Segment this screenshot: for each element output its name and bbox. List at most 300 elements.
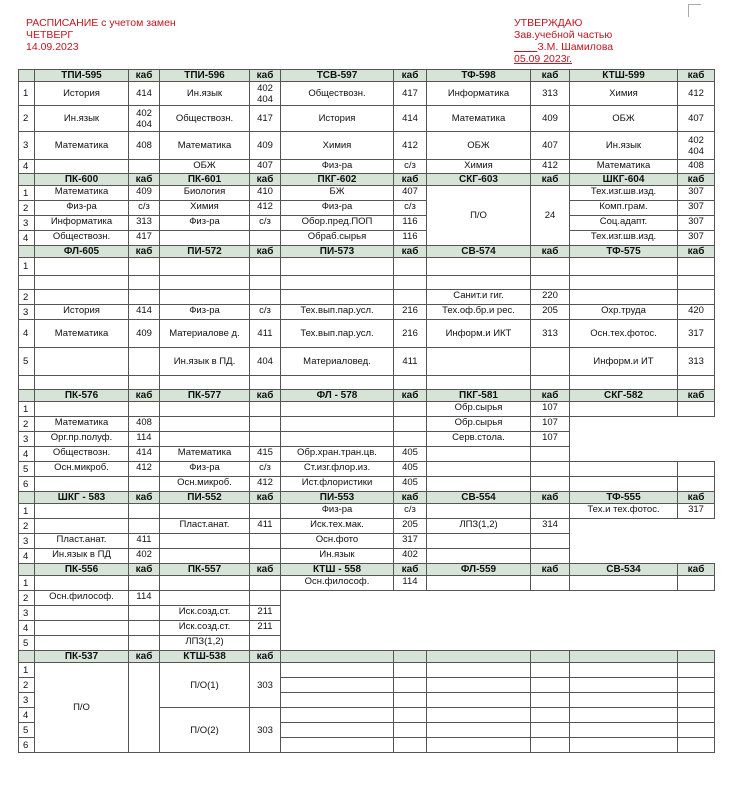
room-cell: 317 [678, 320, 715, 348]
schedule-table [18, 69, 715, 753]
table-row [19, 663, 715, 678]
room-cell [678, 276, 715, 290]
room-cell: каб [129, 492, 160, 504]
room-cell: с/з [394, 201, 427, 216]
subject-cell: ПК-576 [35, 390, 129, 402]
room-cell: 205 [394, 519, 427, 534]
room-cell: каб [531, 492, 570, 504]
table-row [19, 417, 715, 432]
subject-cell: ОБЖ [160, 160, 250, 174]
room-cell: с/з [250, 216, 281, 231]
room-cell [394, 417, 427, 432]
room-cell [531, 447, 570, 462]
room-cell [394, 258, 427, 276]
room-cell: 317 [394, 534, 427, 549]
subject-cell: ПК-537 [35, 651, 129, 663]
empty-cell [678, 678, 715, 693]
subject-cell: Физ-ра [281, 201, 394, 216]
subject-cell: Пласт.анат. [35, 534, 129, 549]
subject-cell: Осн.тех.фотос. [570, 320, 678, 348]
subject-cell [570, 258, 678, 276]
subject-cell [35, 621, 129, 636]
room-cell: 220 [531, 290, 570, 305]
room-cell: 407 [250, 160, 281, 174]
room-cell [678, 477, 715, 492]
subject-cell: КТШ-538 [160, 651, 250, 663]
room-cell: 216 [394, 305, 427, 320]
lesson-number [19, 492, 35, 504]
merged-cell: П/О [35, 663, 129, 753]
empty-cell [531, 723, 570, 738]
room-cell: каб [129, 564, 160, 576]
room-cell: каб [394, 390, 427, 402]
room-cell [129, 160, 160, 174]
room-cell: 414 [129, 82, 160, 106]
subject-cell: Ст.изг.флор.из. [281, 462, 394, 477]
subject-cell: Тех.оф.бр.и рес. [427, 305, 531, 320]
table-row [19, 348, 715, 376]
room-cell [531, 549, 570, 564]
subject-cell: Материалове д. [160, 320, 250, 348]
empty-cell [570, 708, 678, 723]
table-row [19, 216, 715, 231]
room-cell: 405 [394, 477, 427, 492]
subject-cell: Комп.грам. [570, 201, 678, 216]
subject-cell: Обществозн. [35, 231, 129, 246]
room-cell [129, 621, 160, 636]
subject-cell [35, 477, 129, 492]
empty-cell [281, 738, 394, 753]
subject-cell [281, 376, 394, 390]
subject-cell: ТПИ-595 [35, 70, 129, 82]
lesson-number: 1 [19, 186, 35, 201]
subject-cell: ОБЖ [570, 106, 678, 132]
merged-cell: П/О(1) [160, 663, 250, 708]
room-cell: 107 [531, 417, 570, 432]
subject-cell [35, 276, 129, 290]
group-header-row [19, 564, 715, 576]
empty-cell [678, 693, 715, 708]
empty-cell [394, 693, 427, 708]
room-cell: каб [531, 174, 570, 186]
room-cell: каб [678, 70, 715, 82]
empty-cell [281, 678, 394, 693]
table-row [19, 477, 715, 492]
subject-cell: Иск.созд.ст. [160, 621, 250, 636]
subject-cell: Математика [160, 447, 250, 462]
room-cell: каб [394, 492, 427, 504]
subject-cell: Тех.изг.шв.изд. [570, 231, 678, 246]
subject-cell [570, 402, 678, 417]
room-cell [129, 276, 160, 290]
group-header-row [19, 70, 715, 82]
room-cell: 405 [394, 447, 427, 462]
room-cell [678, 376, 715, 390]
subject-cell: Обр.хран.тран.цв. [281, 447, 394, 462]
subject-cell: ТФ-575 [570, 246, 678, 258]
lesson-number: 1 [19, 504, 35, 519]
room-cell [250, 276, 281, 290]
subject-cell: ПИ-553 [281, 492, 394, 504]
subject-cell: Тех.вып.пар.усл. [281, 305, 394, 320]
room-cell: 411 [394, 348, 427, 376]
room-cell: 409 [129, 186, 160, 201]
subject-cell [281, 402, 394, 417]
header-right [514, 17, 613, 65]
approve-date: 05.09 2023г. [514, 53, 573, 65]
merged-cell: П/О [427, 186, 531, 246]
subject-cell [35, 290, 129, 305]
subject-cell [427, 549, 531, 564]
room-cell: каб [394, 174, 427, 186]
table-row [19, 591, 715, 606]
subject-cell [160, 276, 250, 290]
lesson-number: 2 [19, 519, 35, 534]
lesson-number: 2 [19, 678, 35, 693]
subject-cell: ПИ-552 [160, 492, 250, 504]
empty-cell [678, 708, 715, 723]
subject-cell [427, 376, 531, 390]
room-cell [129, 258, 160, 276]
subject-cell [281, 258, 394, 276]
page-corner-mark [688, 4, 701, 17]
room-cell [394, 290, 427, 305]
room-cell: 415 [250, 447, 281, 462]
room-cell: 205 [531, 305, 570, 320]
subject-cell [570, 276, 678, 290]
subject-cell: ПКГ-581 [427, 390, 531, 402]
room-cell: 412 [250, 477, 281, 492]
subject-cell: ЛПЗ(1,2) [160, 636, 250, 651]
subject-cell: ПК-557 [160, 564, 250, 576]
room-cell: каб [394, 70, 427, 82]
merged-cell: П/О(2) [160, 708, 250, 753]
room-cell: каб [250, 174, 281, 186]
subject-cell [160, 534, 250, 549]
subject-cell [35, 376, 129, 390]
lesson-number: 5 [19, 723, 35, 738]
room-cell: с/з [250, 462, 281, 477]
subject-cell: ТПИ-596 [160, 70, 250, 82]
subject-cell [427, 504, 531, 519]
subject-cell [570, 462, 678, 477]
subject-cell [427, 477, 531, 492]
table-row [19, 106, 715, 132]
lesson-number: 1 [19, 402, 35, 417]
room-cell: 409 [531, 106, 570, 132]
subject-cell: ПКГ-602 [281, 174, 394, 186]
room-cell [531, 477, 570, 492]
header-title: РАСПИСАНИЕ с учетом замен [26, 17, 176, 29]
room-cell [129, 606, 160, 621]
room-cell [129, 519, 160, 534]
lesson-number: 1 [19, 663, 35, 678]
lesson-number: 4 [19, 160, 35, 174]
room-cell: 410 [250, 186, 281, 201]
room-cell: каб [250, 390, 281, 402]
lesson-number: 1 [19, 258, 35, 276]
room-cell: 314 [531, 519, 570, 534]
lesson-number: 3 [19, 534, 35, 549]
subject-cell: КТШ - 558 [281, 564, 394, 576]
room-cell [531, 462, 570, 477]
group-header-row [19, 492, 715, 504]
empty-cell [531, 678, 570, 693]
lesson-number [19, 70, 35, 82]
room-cell [531, 258, 570, 276]
subject-cell [427, 258, 531, 276]
room-cell [250, 636, 281, 651]
subject-cell [427, 576, 531, 591]
subject-cell: Иск.тех.мак. [281, 519, 394, 534]
subject-cell: ФЛ - 578 [281, 390, 394, 402]
subject-cell: Химия [160, 201, 250, 216]
table-row [19, 320, 715, 348]
room-cell [394, 432, 427, 447]
empty-cell [570, 663, 678, 678]
empty-cell [281, 723, 394, 738]
subject-cell [427, 348, 531, 376]
subject-cell: Пласт.анат. [160, 519, 250, 534]
room-cell: 307 [678, 186, 715, 201]
room-cell [250, 591, 281, 606]
empty-cell [570, 738, 678, 753]
subject-cell: Тех.изг.шв.изд. [570, 186, 678, 201]
room-cell: 211 [250, 606, 281, 621]
subject-cell: Химия [427, 160, 531, 174]
header-date: 14.09.2023 [26, 41, 79, 53]
room-cell [678, 576, 715, 591]
subject-cell: Информ.и ИТ [570, 348, 678, 376]
room-cell [250, 290, 281, 305]
room-cell: 405 [394, 462, 427, 477]
approve-name: З.М. Шамилова [537, 41, 614, 53]
room-cell: каб [250, 492, 281, 504]
room-cell [129, 663, 160, 753]
subject-cell: Математика [35, 186, 129, 201]
room-cell: 404 [250, 348, 281, 376]
table-row [19, 549, 715, 564]
table-row [19, 534, 715, 549]
room-cell [250, 231, 281, 246]
room-cell: каб [394, 564, 427, 576]
lesson-number: 4 [19, 320, 35, 348]
table-row [19, 201, 715, 216]
group-header-row [19, 651, 715, 663]
lesson-number: 2 [19, 106, 35, 132]
empty-cell [570, 693, 678, 708]
lesson-number: 4 [19, 549, 35, 564]
lesson-number: 3 [19, 432, 35, 447]
lesson-number [19, 174, 35, 186]
subject-cell [281, 651, 394, 663]
table-row [19, 519, 715, 534]
table-row [19, 606, 715, 621]
room-cell: каб [531, 246, 570, 258]
subject-cell: ФЛ-605 [35, 246, 129, 258]
room-cell: каб [531, 390, 570, 402]
room-cell [250, 504, 281, 519]
lesson-number: 3 [19, 693, 35, 708]
empty-cell [427, 708, 531, 723]
room-cell [129, 636, 160, 651]
subject-cell [427, 651, 531, 663]
lesson-number: 5 [19, 636, 35, 651]
empty-cell [570, 678, 678, 693]
room-cell: 407 [678, 106, 715, 132]
lesson-number: 5 [19, 462, 35, 477]
room-cell: 307 [678, 201, 715, 216]
room-cell [129, 402, 160, 417]
approve-role: Зав.учебной частью [514, 29, 613, 41]
subject-cell: СВ-574 [427, 246, 531, 258]
subject-cell: ФЛ-559 [427, 564, 531, 576]
subject-cell [570, 376, 678, 390]
room-cell [394, 376, 427, 390]
subject-cell: Обр.сырья [427, 402, 531, 417]
room-cell [531, 376, 570, 390]
subject-cell: Математика [35, 320, 129, 348]
subject-cell [160, 402, 250, 417]
subject-cell: Осн.фото [281, 534, 394, 549]
lesson-number: 3 [19, 216, 35, 231]
subject-cell: Информатика [427, 82, 531, 106]
room-cell: 402 404 [250, 82, 281, 106]
room-cell: каб [531, 70, 570, 82]
room-cell [394, 651, 427, 663]
room-cell: 408 [678, 160, 715, 174]
subject-cell: Орг.пр.полуф. [35, 432, 129, 447]
empty-cell [678, 663, 715, 678]
subject-cell: КТШ-599 [570, 70, 678, 82]
room-cell: каб [250, 651, 281, 663]
room-cell: каб [531, 564, 570, 576]
subject-cell [281, 290, 394, 305]
subject-cell [281, 276, 394, 290]
table-row [19, 82, 715, 106]
subject-cell: Осн.микроб. [160, 477, 250, 492]
empty-cell [281, 693, 394, 708]
room-cell: 313 [678, 348, 715, 376]
room-cell: 417 [250, 106, 281, 132]
table-row [19, 447, 715, 462]
room-cell: 412 [678, 82, 715, 106]
lesson-number [19, 390, 35, 402]
room-cell [250, 576, 281, 591]
lesson-number: 4 [19, 231, 35, 246]
empty-cell [427, 738, 531, 753]
room-cell: 211 [250, 621, 281, 636]
lesson-number: 6 [19, 477, 35, 492]
subject-cell [570, 477, 678, 492]
empty-cell [678, 738, 715, 753]
table-row [19, 636, 715, 651]
room-cell: 412 [250, 201, 281, 216]
subject-cell: Математика [427, 106, 531, 132]
table-row [19, 132, 715, 160]
subject-cell [427, 447, 531, 462]
subject-cell: ПК-601 [160, 174, 250, 186]
room-cell: 407 [394, 186, 427, 201]
subject-cell [570, 290, 678, 305]
subject-cell [427, 276, 531, 290]
subject-cell: Информатика [35, 216, 129, 231]
room-cell [678, 462, 715, 477]
subject-cell: Информ.и ИКТ [427, 320, 531, 348]
subject-cell: ПИ-573 [281, 246, 394, 258]
empty-cell [531, 663, 570, 678]
lesson-number: 3 [19, 132, 35, 160]
room-cell [250, 417, 281, 432]
subject-cell: Обр.сырья [427, 417, 531, 432]
room-cell: каб [129, 651, 160, 663]
subject-cell: Химия [281, 132, 394, 160]
table-row [19, 276, 715, 290]
subject-cell: Физ-ра [35, 201, 129, 216]
table-row [19, 186, 715, 201]
empty-cell [531, 708, 570, 723]
room-cell: каб [129, 174, 160, 186]
room-cell [250, 432, 281, 447]
room-cell: каб [250, 246, 281, 258]
lesson-number: 2 [19, 417, 35, 432]
room-cell [531, 651, 570, 663]
header-left [26, 17, 176, 53]
lesson-number [19, 246, 35, 258]
lesson-number: 2 [19, 591, 35, 606]
subject-cell: Ин.язык в ПД [35, 549, 129, 564]
empty-cell [427, 723, 531, 738]
room-cell: каб [394, 246, 427, 258]
subject-cell: История [35, 82, 129, 106]
subject-cell [160, 231, 250, 246]
room-cell [129, 504, 160, 519]
room-cell: 411 [250, 320, 281, 348]
room-cell [678, 258, 715, 276]
subject-cell: Серв.стола. [427, 432, 531, 447]
room-cell: 114 [129, 591, 160, 606]
subject-cell: Ин.язык [35, 106, 129, 132]
room-cell: 114 [129, 432, 160, 447]
empty-cell [394, 678, 427, 693]
subject-cell: ТФ-555 [570, 492, 678, 504]
subject-cell: Тех.вып.пар.усл. [281, 320, 394, 348]
subject-cell [160, 591, 250, 606]
table-row [19, 621, 715, 636]
lesson-number: 3 [19, 305, 35, 320]
subject-cell: Физ-ра [281, 504, 394, 519]
subject-cell: Осн.философ. [281, 576, 394, 591]
room-cell: 114 [394, 576, 427, 591]
subject-cell: Обществозн. [281, 82, 394, 106]
subject-cell [35, 504, 129, 519]
subject-cell [160, 576, 250, 591]
room-cell: 414 [129, 305, 160, 320]
lesson-number [19, 276, 35, 290]
room-cell: 408 [129, 417, 160, 432]
empty-cell [394, 738, 427, 753]
room-cell: каб [250, 564, 281, 576]
room-cell [531, 534, 570, 549]
subject-cell: Математика [160, 132, 250, 160]
empty-cell [570, 723, 678, 738]
empty-cell [394, 663, 427, 678]
empty-cell [427, 663, 531, 678]
subject-cell [160, 376, 250, 390]
subject-cell: ЛПЗ(1,2) [427, 519, 531, 534]
empty-cell [281, 708, 394, 723]
group-header-row [19, 390, 715, 402]
